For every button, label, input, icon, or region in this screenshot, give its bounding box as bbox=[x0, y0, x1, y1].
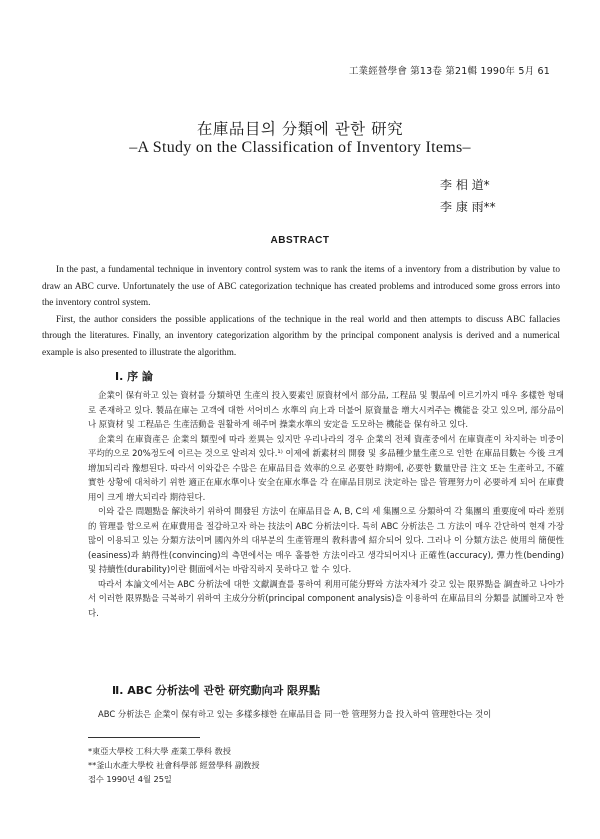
body-paragraph: 企業의 在庫資產은 企業의 類型에 따라 差異는 있지만 우리나라의 경우 企業의 전체 資產중에서 在庫資產이 차지하는 비중이 平均的으로 20%정도에 이르는 것으로 알려져 있다.¹⁾ 이제에 新素材의 開發 및 多品種少量生產으로 인한 在庫品目數는 今後 크게 增加되리라 豫想된다. 따라서 이와같은 수많은 在庫品目을 效率的으로 必要한 時期에, 必要한 數量만큼 注文 또는 生產하고, 不確實한 상황에 대처하기 위한 適正在庫水準이나 安全在庫水準을 각 在庫品目別로 決定하는 많은 管理努力이 必要하게 되어 在庫費用이 크게 增大되리라 期待된다. bbox=[88, 433, 564, 502]
author-name: 李 相 道* bbox=[440, 178, 490, 192]
section-body-abc-analysis bbox=[88, 707, 564, 722]
author-list bbox=[410, 174, 550, 218]
title-korean: 在庫品目의 分類에 관한 研究 bbox=[196, 120, 404, 138]
footnote-received-date: 접수 1990년 4월 25일 bbox=[88, 774, 172, 784]
section-body-introduction bbox=[88, 388, 564, 620]
author-name: 李 康 雨** bbox=[440, 200, 496, 214]
abstract-heading: ABSTRACT bbox=[270, 235, 330, 246]
footnote-affiliation: *東亞大學校 工科大學 產業工學科 敎授 bbox=[88, 746, 231, 756]
abstract-body bbox=[42, 262, 560, 361]
title-english: –A Study on the Classification of Inventory Items– bbox=[129, 139, 471, 156]
body-paragraph: 企業이 保有하고 있는 資材를 分類하면 生產의 投入要素인 原資材에서 部分品, 工程品 및 製品에 이르기까지 매우 多樣한 형태로 존재하고 있다. 製品在庫는 고객에 대한 서어비스 水準의 向上과 더불어 原資量을 增大시켜주는 機能을 갖고 있으며, 部分品이나 原資材 및 工程品은 生產活動을 원활하게 해주며 操業水準의 安定을 도모하는 機能을 保有하고 있다. bbox=[88, 390, 564, 429]
abstract-paragraph: In the past, a fundamental technique in inventory control system was to rank the items of a inventory from a distribution by value to draw an ABC curve. Unfortunately the use of ABC categorization technique has created problems and introduced some gross errors into the inventory control system. bbox=[42, 265, 560, 308]
running-header: 工業經營學會 第13卷 第21輯 1990年 5月 61 bbox=[348, 66, 550, 77]
body-paragraph: 이와 같은 問題點을 解決하기 위하여 開發된 方法이 在庫品目을 A, B, C의 세 集團으로 分類하여 각 集團의 重要度에 따라 差別的 管理를 함으로써 在庫費用을 절감하고자 하는 技法이 ABC 分析法이다. 특히 ABC 分析法은 그 方法이 매우 간단하여 현재 가장 많이 이용되고 있는 分類方法이며 國內外의 대부분의 生產管理의 敎科書에 紹介되어 있다. 그러나 이 分類方法은 使用의 簡便性(easiness)과 納得性(convincing)의 측면에서는 매우 훌륭한 方法이라고 생각되어지나 正確性(accuracy), 彈力性(bending) 및 持續性(durability)이란 側面에서는 바람직하지 못하다고 할 수 있다. bbox=[88, 506, 564, 574]
section-heading-introduction: Ⅰ. 序 論 bbox=[115, 370, 153, 383]
body-paragraph: ABC 分析法은 企業이 保有하고 있는 多樣多様한 在庫品目을 同一한 管理努力을 投入하여 管理한다는 것이 bbox=[98, 709, 492, 719]
footnote-affiliation: **釜山水產大學校 社會科學部 經營學科 副敎授 bbox=[88, 760, 260, 770]
footnotes bbox=[88, 744, 508, 786]
abstract-paragraph: First, the author considers the possible applications of the technique in the real world and then attempts to discuss ABC fallacies through the literatures. Finally, an inventory categorization algorithm by the principal component analysis is derived and a numerical example is also presented to illustrate the algorithm. bbox=[42, 314, 560, 358]
footnote-divider bbox=[88, 737, 200, 738]
section-heading-abc-analysis: Ⅱ. ABC 分析法에 관한 研究動向과 限界點 bbox=[112, 684, 321, 697]
body-paragraph: 따라서 本論文에서는 ABC 分析法에 대한 文獻調査를 통하여 利用可能分野와 方法자체가 갖고 있는 限界點을 調査하고 나아가서 이러한 限界點을 극복하기 위하여 主成分分析(principal component analysis)을 이용하여 在庫品目의 分類를 試圖하고자 한다. bbox=[88, 578, 564, 618]
